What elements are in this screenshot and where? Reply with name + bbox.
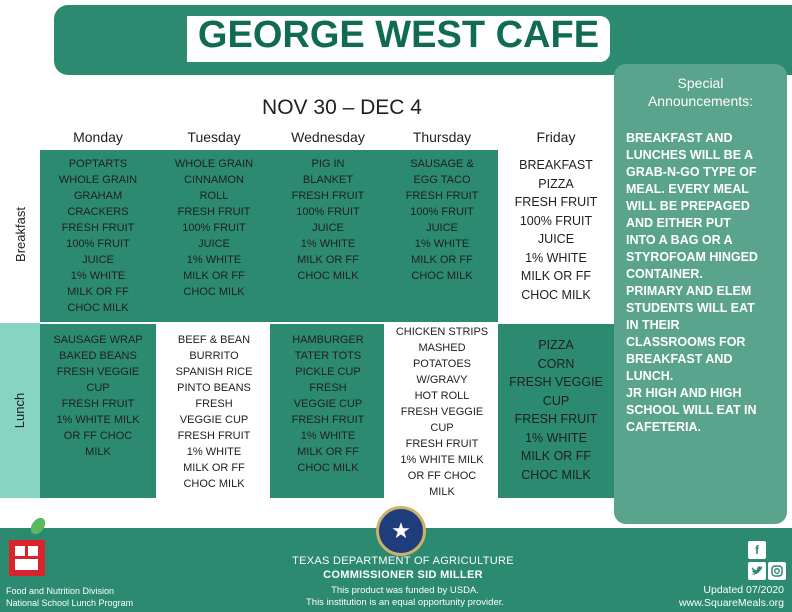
lunch-menu-thursday: CHICKEN STRIPS MASHED POTATOES W/GRAVY HOT ROLL FRESH VEGGIE CUP FRESH FRUIT 1% WHITE MILK OR FF CHOC MILK — [395, 326, 489, 498]
apple-logo-icon — [6, 518, 46, 580]
footer-commissioner: COMMISSIONER SID MILLER — [323, 569, 483, 581]
day-header-friday: Friday — [536, 129, 576, 145]
lunch-menu-wednesday: HAMBURGER TATER TOTS PICKLE CUP FRESH VEGGIE CUP FRESH FRUIT 1% WHITE MILK OR FF CHOC MILK — [291, 334, 365, 474]
lunch-cell-thursday — [384, 324, 500, 498]
date-range: NOV 30 – DEC 4 — [262, 96, 422, 119]
lunch-cell-friday — [498, 324, 614, 498]
breakfast-menu-friday: BREAKFAST PIZZA FRESH FRUIT 100% FRUIT JUICE 1% WHITE MILK OR FF CHOC MILK — [514, 158, 598, 302]
footer-program: National School Lunch Program — [6, 598, 134, 608]
lunch-menu-friday: PIZZA CORN FRESH VEGGIE CUP FRESH FRUIT 1% WHITE MILK OR FF CHOC MILK — [509, 338, 603, 482]
row-label-lunch — [0, 323, 40, 498]
day-header-wednesday: Wednesday — [291, 129, 365, 145]
day-header-monday: Monday — [73, 129, 123, 145]
page-title: GEORGE WEST CAFE — [197, 14, 600, 56]
day-header-thursday: Thursday — [412, 129, 472, 145]
lunch-cell-monday — [40, 324, 156, 498]
breakfast-cell-thursday — [384, 150, 500, 322]
announcements-body: BREAKFAST AND LUNCHES WILL BE A GRAB-N-GO TYPE OF MEAL. EVERY MEAL WILL BE PREPAGED AND EITHER PUT INTO A BAG OR A STYROFOAM HINGED CONTAINER. PRIMARY AND ELEM STUDENTS WILL EAT IN THEIR CLASSROOMS FOR BREAKFAST AND LUNCH. JR HIGH AND HIGH SCHOOL WILL EAT IN CAFETERIA. — [626, 131, 758, 434]
twitter-icon[interactable] — [748, 562, 766, 580]
facebook-icon[interactable]: f — [748, 541, 766, 559]
footer-website[interactable]: www.SquareMeals.org — [678, 597, 784, 609]
day-header-tuesday: Tuesday — [187, 129, 241, 145]
lunch-menu-monday: SAUSAGE WRAP BAKED BEANS FRESH VEGGIE CUP FRESH FRUIT 1% WHITE MILK OR FF CHOC MILK — [53, 334, 143, 458]
row-label-breakfast-text: Breakfast — [12, 206, 28, 262]
breakfast-menu-tuesday: WHOLE GRAIN CINNAMON ROLL FRESH FRUIT 100% FRUIT JUICE 1% WHITE MILK OR FF CHOC MILK — [174, 158, 254, 298]
breakfast-cell-friday — [498, 150, 614, 322]
breakfast-menu-monday: POPTARTS WHOLE GRAIN GRAHAM CRACKERS FRESH FRUIT 100% FRUIT JUICE 1% WHITE MILK OR FF CHOC MILK — [58, 158, 138, 314]
instagram-icon[interactable] — [768, 562, 786, 580]
footer-usda-funded: This product was funded by USDA. — [331, 585, 479, 596]
seal-icon: ★ — [376, 506, 426, 556]
breakfast-cell-monday — [40, 150, 156, 322]
row-label-breakfast — [0, 145, 40, 323]
footer-equal-opportunity: This institution is an equal opportunity provider. — [305, 597, 505, 608]
lunch-menu-tuesday: BEEF & BEAN BURRITO SPANISH RICE PINTO BEANS FRESH VEGGIE CUP FRESH FRUIT 1% WHITE MILK OR FF CHOC MILK — [175, 334, 253, 490]
breakfast-menu-wednesday: PIG IN BLANKET FRESH FRUIT 100% FRUIT JUICE 1% WHITE MILK OR FF CHOC MILK — [291, 158, 365, 282]
announcements-heading: Special Announcements: — [647, 75, 754, 109]
lunch-cell-tuesday — [156, 324, 272, 498]
breakfast-cell-tuesday — [156, 150, 272, 322]
breakfast-cell-wednesday — [270, 150, 386, 322]
footer-agency: TEXAS DEPARTMENT OF AGRICULTURE — [292, 555, 514, 567]
footer-updated: Updated 07/2020 — [703, 584, 784, 596]
breakfast-menu-thursday: SAUSAGE & EGG TACO FRESH FRUIT 100% FRUIT JUICE 1% WHITE MILK OR FF CHOC MILK — [405, 158, 479, 282]
lunch-cell-wednesday — [270, 324, 386, 498]
row-label-lunch-text: Lunch — [12, 392, 28, 429]
footer-division: Food and Nutrition Division — [6, 586, 115, 596]
